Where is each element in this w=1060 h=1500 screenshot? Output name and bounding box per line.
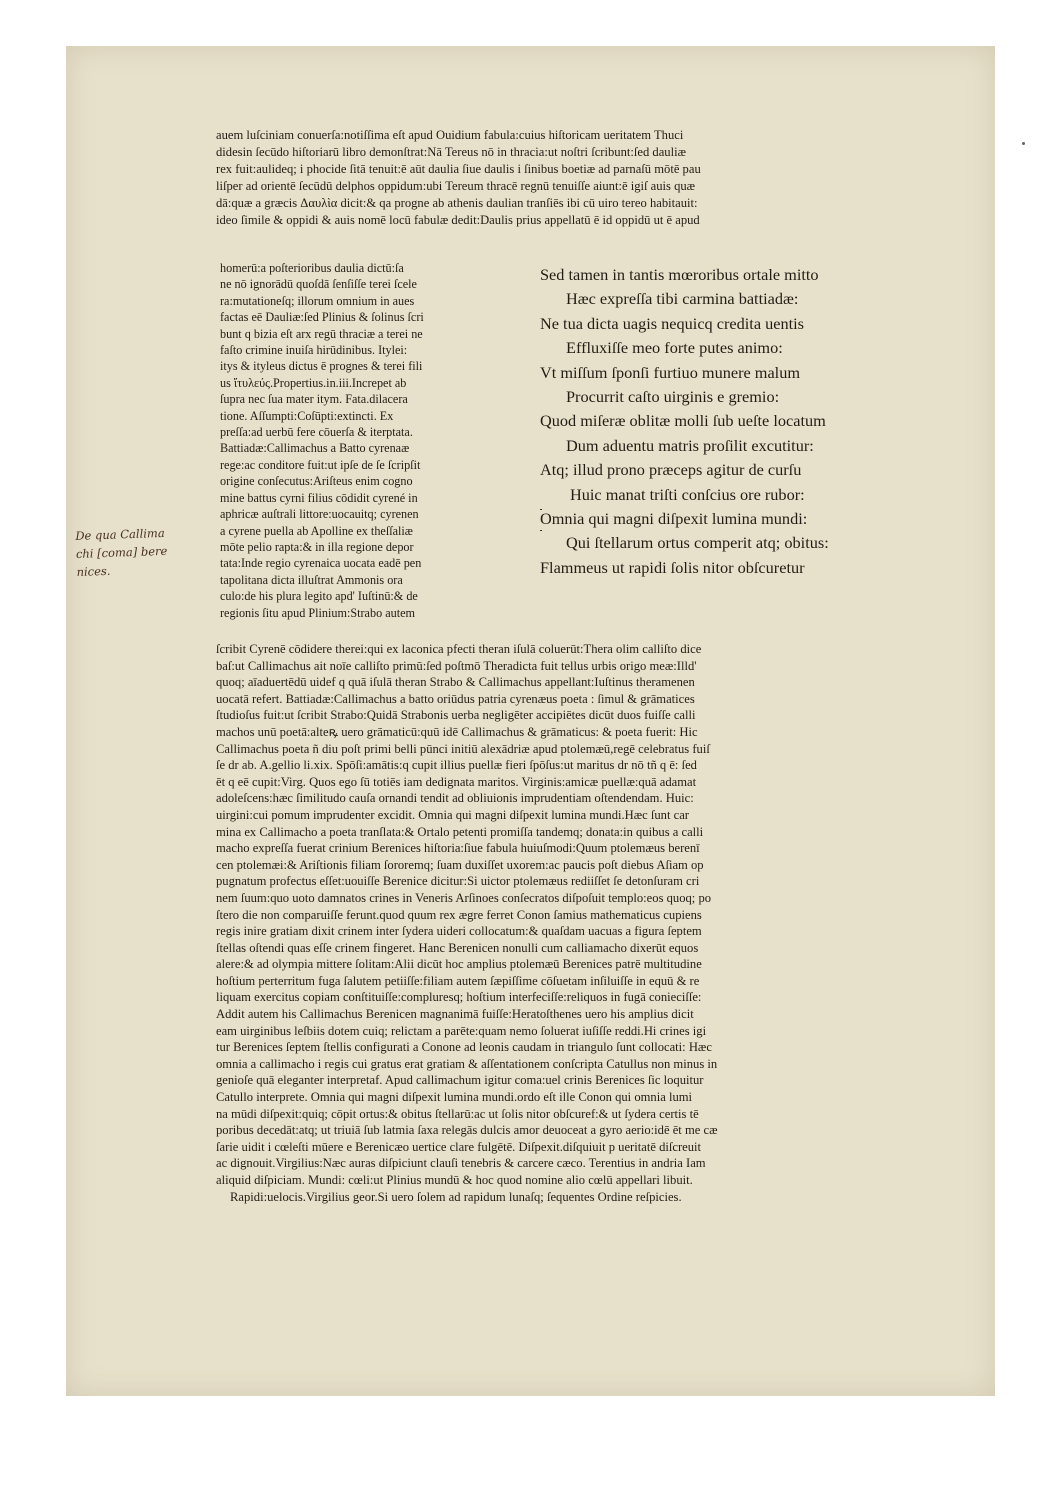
text-line: aliquid diſpiciam. Mundi: cœli:ut Plinius mundū & hoc quod nomine alio cœlū appellari libuit. [216,1173,693,1187]
text-line: mine battus cyrni filius cōdidit cyrené in [220,490,418,505]
text-line: poribus decedāt:atq; ut triuiā ſub latmia ſaxa relegās dulcis amor deuoceat a gyro aerio:idē ēt me cæ [216,1123,718,1138]
text-line: pugnatum profectus eſſet:uouiſſe Berenice dicitur:Si uictor ptolemæus rediiſſet ſe detonſuram cri [216,874,700,889]
text-line: liquam exercitus copiam conſtituiſſe:compluresq; hoſtium interfeciſſe:reliquos in fugā conieciſſe: [216,990,702,1005]
left-commentary-column [220,260,528,621]
text-line: factas eē Dauliæ:ſed Plinius & ſolinus ſcri [220,310,424,325]
verse-line: Ne tua dicta uagis nequicq credita uentis [540,313,805,333]
text-line: hoſtium perterritum fuga ſalutem petiiſſe:filiam autem ſæpiſſime cōſuetam inſiluiſſe in equū & re [216,973,700,988]
text-line: uirgini:cui pomum imprudenter excidit. Omnia qui magni diſpexit lumina mundi.Hæc ſunt car [216,807,690,822]
handwritten-marginal-note [75,522,217,581]
text-line: tata:Inde regio cyrenaica uocata eadē pen [220,556,422,571]
text-line: culo:de his plura legito apd' Iuſtinū:& de [220,589,418,604]
marginal-line: nices. [76,563,111,579]
text-line: baſ:ut Callimachus ait noīe calliſto primū:ſed poſtmō Theradicta fuit tellus urbis origo meæ:Illd' [216,658,697,673]
text-line: regis inire gratiam dixit crinem inter ſydera uideri collocatum:& quaſdam uacuas a figura ſeptem [216,924,702,939]
verse-line: Quod miſeræ oblitæ molli ſub ueſte locatum [540,411,826,431]
verse-line: Dum aduentu matris proſilit excutitur: [566,435,814,455]
verse-line: Huic manat triſti conſcius ore rubor: [570,484,805,504]
text-line: preſſa:ad uerbū fere cōuerſa & iterptata. [220,425,413,440]
bottom-commentary-block [216,641,932,1205]
text-line: us ἴτυλεύς.Propertius.in.iii.Increpet ab [220,375,407,390]
verse-line: Procurrit caſto uirginis e gremio: [566,387,780,407]
text-line: Battiadæ:Callimachus a Batto cyrenaæ [220,441,410,456]
text-line: liſper ad orientē ſecūdū delphos oppidum:ubi Tereum thracē regnū tenuiſſe aiunt:ē igiſ auis quæ [216,179,696,194]
text-line: itys & ityleus dictus ē prognes & terei fili [220,359,423,374]
text-line: alere:& ad olympia mittere ſolitam:Alii dicūt hoc amplius ptolemæū Berenices patrē multitudine [216,957,702,972]
verse-line: Vt miſſum ſponſi furtiuo munere malum [540,362,801,382]
text-line: ſe dr ab. A.gellio li.xix. Spōſi:amātis:q cupit illius puellæ fieri ſpōſus:ut maritus dr nō tñ q ē: ſed [216,758,697,773]
text-line: Rapidi:uelocis.Virgilius geor.Si uero ſolem ad rapidum lunaſq; ſequentes Ordine reſpicies. [230,1189,682,1204]
text-line: ſtero die non comparuiſſe ferunt.quod quum rex ægre ferret Conon ſamius mathematicus cupiens [216,907,702,922]
text-line: aphricæ auſtrali littore:uocauitq; cyrenen [220,507,419,522]
text-line: machos unū poetā:alteꝶ uero grāmaticū:quū idē Callimachus & grāmaticus: & poeta fuerit: Hic [216,724,698,739]
text-line: genioſe quā eleganter interpretaf. Apud callimachum igitur coma:uel crinis Berenices ſic loquitur [216,1073,704,1088]
verse-line: Effluxiſſe meo forte putes animo: [566,338,783,358]
text-line: mōte pelio rapta:& in illa regione depor [220,539,414,554]
text-line: bunt q bizia eſt arx regū thraciæ a terei ne [220,326,423,341]
text-line: ne nō ignorādū quoſdā ſenſiſſe terei ſcele [220,277,417,292]
text-line: didesin ſecūdo hiſtoriarū libro demonſtrat:Nā Tereus nō in thracia:ut noſtri ſcribunt:ſed dauliæ [216,145,686,160]
text-line: ſupra nec ſua mater itym. Fata.dilacera [220,392,408,407]
text-line: uocatā refert. Battiadæ:Callimachus a batto oriūdus patria cyrenæus poeta : ſimul & grāmatices [216,691,695,706]
text-line: omnia a callimacho i regis cui gratus erat gratiam & aſſentationem conſcripta Catullus non minus in [216,1056,718,1071]
text-line: tapolitana dicta illuſtrat Ammonis ora [220,572,403,587]
text-line: rex fuit:aulideq; i phocide ſitā tenuit:ē aūt daulia ſiue daulis i ſinibus boetiæ ad parnaſū mōtē pau [216,162,701,177]
text-line: faſto crimine inuiſa hirūdinibus. Itylei: [220,343,408,358]
text-line: Addit autem his Callimachus Berenicen magnanimā fuiſſe:Heratoſthenes uero his amplius dicit [216,1007,694,1022]
marginal-line: chi [coma] bere [75,543,168,561]
text-line: origine conſecutus:Ariſteus enim cogno [220,474,413,489]
text-line: homerū:a poſterioribus daulia dictū:ſa [220,261,404,275]
text-line: nem ſuum:quo uoto damnatos crines in Veneris Arſinoes conſecratos diſpoſuit templo:eos quoq; po [216,890,712,905]
text-line: dā:quæ a græcis Δαυλὶα dicit:& qa progne ab athenis daulian tranſiēs ibi cū uiro tereo habitauit: [216,196,698,211]
text-line: ſtellas oſtendi quas eſſe crinem fingeret. Hanc Berenicen nonulli cum calliamacho dixerūt equos [216,940,699,955]
text-line: a cyrene puella ab Apolline ex theſſaliæ [220,523,413,538]
text-line: tione. Aſſumpti:Coſūpti:extincti. Ex [220,408,394,423]
text-line: ſcribit Cyrenē cōdidere therei:qui ex laconica pfecti theran iſulā coluerūt:Thera olim calliſto dice [216,642,702,656]
text-line: ideo ſimile & oppidi & auis nomē locū fabulæ dedit:Daulis prius appellatū ē id oppidū ut ē apud [216,213,700,228]
verse-line: Atq; illud prono præceps agitur de curſu [540,460,802,480]
text-line: auem luſciniam conuerſa:notiſſima eſt apud Ouidium fabula:cuius hiſtoricam ueritatem Thuci [216,128,684,142]
verse-line: Hæc expreſſa tibi carmina battiadæ: [566,289,799,309]
verse-line: Omnia qui magni diſpexit lumina mundi: [540,507,920,531]
text-line: ſarie uidit i cœleſti mūere e Berenicæo uertice clare fulgētē. Diſpexit.diſquiuit p ueritatē diſcreuit [216,1139,702,1154]
text-line: quoq; aīaduertēdū uidef q quā iſulā theran Strabo & Callimachus appellant:Iuſtinus theramenen [216,675,695,690]
text-line: tur Berenices ſeptem ſtellis configurati a Conone ad leonis caudam in triangulo ſunt collocati: Hæc [216,1040,712,1055]
verse-line: Flammeus ut rapidi ſolis nitor obſcuretur [540,557,805,577]
text-line: ſtudioſus fuit:ut ſcribit Strabo:Quidā Strabonis uerba negligēter accipiētes dicūt duos fuiſſe calli [216,708,696,723]
text-line: macho expreſſa fuerat crinium Berenices hiſtoria:ſiue fabula huiuſmodi:Quum ptolemæus berenī [216,841,700,856]
text-line: ra:mutationeſq; illorum omnium in aues [220,293,415,308]
poem-verses [540,263,920,580]
text-line: regionis ſitu apud Plinium:Strabo autem [220,605,415,620]
text-line: ac dignouit.Virgilius:Næc auras diſpiciunt clauſi tenebris & carcere cæco. Terentius in andria Iam [216,1156,706,1171]
top-commentary-block [216,127,932,230]
text-line: Callimachus poeta ñ diu poſt primi belli pūnci initiū alexādriæ apud ptolemæū,regē celebratus fuiſ [216,741,710,756]
text-line: adoleſcens:hæc ſimilitudo cauſa ornandi tendit ad obliuionis imprudentiam oſtendendam. Huic: [216,791,694,806]
marginal-line: De qua Callima [75,525,165,543]
text-line: rege:ac conditore fuit:ut ipſe de ſe ſcripſit [220,457,421,472]
text-line: ēt q eē cupit:Virg. Quos ego ſū totiēs iam dedignata maritos. Virginis:amicæ puellæ:quā adamat [216,774,697,789]
text-line: eam uirginibus leſbiis dotem cuiq; relictam a parēte:quam nemo ſoluerat iuſiſſe reddi.Hi crines igi [216,1023,707,1038]
text-line: na mūdi diſpexit:quiq; cōpit ortus:& obitus ſtellarū:ac ut ſolis nitor obſcuref:& ut ſydera certis tē [216,1106,699,1121]
text-line: mina ex Callimacho a poeta tranſlata:& Ortalo petenti promiſſa tandemq; donata:in quibus a calli [216,824,704,839]
page-speck [1022,142,1025,145]
text-line: Catullo interprete. Omnia qui magni diſpexit lumina mundi.ordo eſt ille Conon qui omnia lumi [216,1090,693,1105]
text-line: cen ptolemæi:& Ariſtionis filiam ſororemq; ſuam duxiſſet uxorem:ac paucis poſt diebus Aſiam op [216,857,704,872]
verse-line: Sed tamen in tantis mœroribus ortale mitto [540,265,819,284]
verse-line: Qui ſtellarum ortus comperit atq; obitus: [566,533,829,553]
